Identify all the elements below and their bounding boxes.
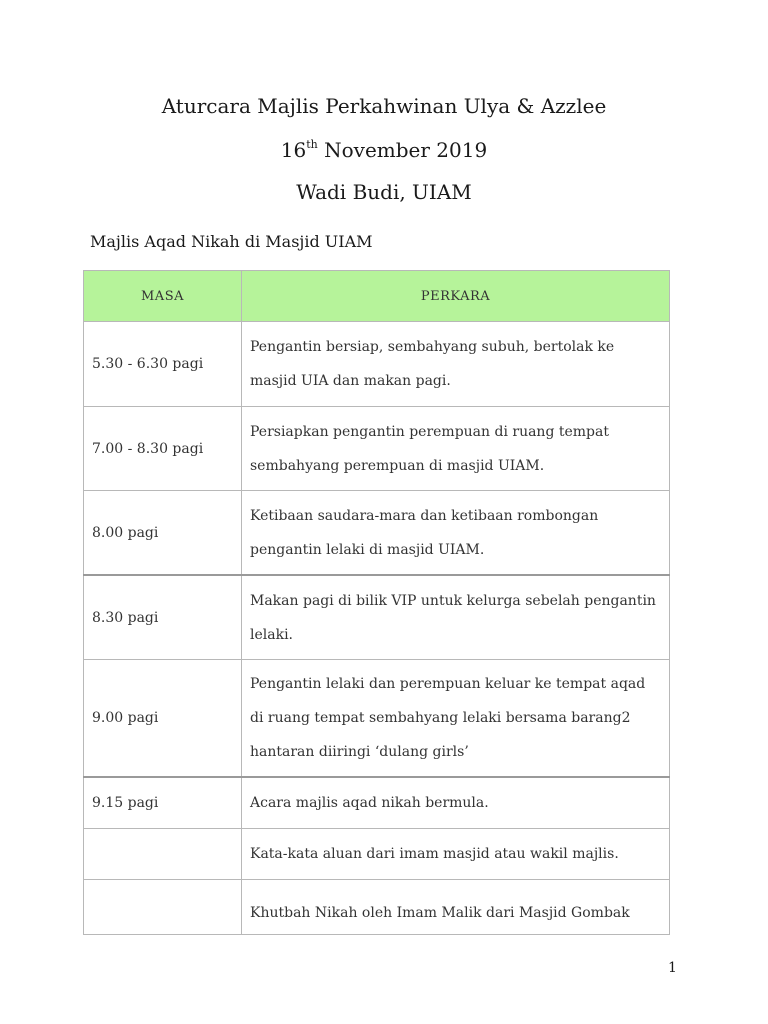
table-row [84, 407, 670, 491]
table-row [84, 660, 670, 778]
perkara-cell: Pengantin lelaki dan perempuan keluar ke tempat aqad di ruang tempat sembahyang lelaki bersama barang2 hantaran diiringi ‘dulang girls’ [242, 660, 670, 778]
perkara-cell: Khutbah Nikah oleh Imam Malik dari Masjid Gombak [242, 880, 670, 935]
masa-cell: 9.00 pagi [84, 660, 242, 778]
masa-cell: 8.00 pagi [84, 491, 242, 576]
masa-cell: 5.30 - 6.30 pagi [84, 322, 242, 407]
masa-cell [84, 880, 242, 935]
table-header-row [84, 271, 670, 322]
perkara-cell: Acara majlis aqad nikah bermula. [242, 777, 670, 829]
masa-cell: 8.30 pagi [84, 575, 242, 660]
column-header-masa: MASA [84, 271, 242, 322]
schedule-table [83, 270, 670, 935]
section-heading: Majlis Aqad Nikah di Masjid UIAM [90, 232, 373, 251]
table-row [84, 575, 670, 660]
date-suffix: th [306, 138, 318, 151]
perkara-cell: Pengantin bersiap, sembahyang subuh, bertolak ke masjid UIA dan makan pagi. [242, 322, 670, 407]
perkara-cell: Ketibaan saudara-mara dan ketibaan rombongan pengantin lelaki di masjid UIAM. [242, 491, 670, 576]
table-row [84, 491, 670, 576]
date-day: 16 [280, 138, 307, 162]
column-header-perkara: PERKARA [242, 271, 670, 322]
table-row [84, 880, 670, 935]
masa-cell [84, 829, 242, 880]
event-venue: Wadi Budi, UIAM [296, 180, 472, 204]
table-row [84, 829, 670, 880]
table-row [84, 777, 670, 829]
date-rest: November 2019 [317, 138, 488, 162]
masa-cell: 7.00 - 8.30 pagi [84, 407, 242, 491]
event-date [0, 138, 768, 162]
perkara-cell: Kata-kata aluan dari imam masjid atau wakil majlis. [242, 829, 670, 880]
table-row [84, 322, 670, 407]
document-title: Aturcara Majlis Perkahwinan Ulya & Azzlee [161, 94, 607, 118]
perkara-cell: Persiapkan pengantin perempuan di ruang tempat sembahyang perempuan di masjid UIAM. [242, 407, 670, 491]
page-number: 1 [668, 960, 677, 976]
perkara-cell: Makan pagi di bilik VIP untuk kelurga sebelah pengantin lelaki. [242, 575, 670, 660]
masa-cell: 9.15 pagi [84, 777, 242, 829]
